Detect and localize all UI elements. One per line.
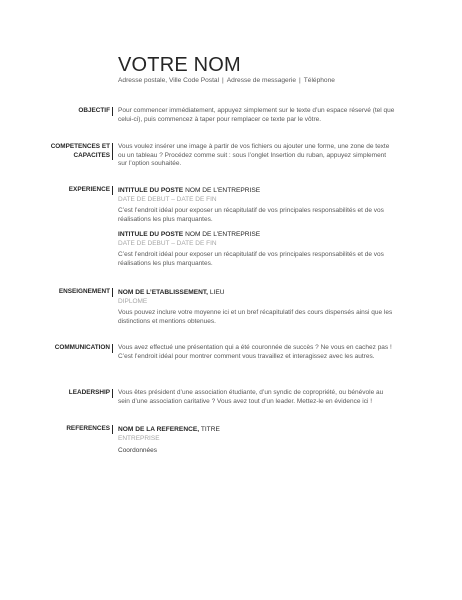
job-dates[interactable]: DATE DE DEBUT – DATE DE FIN [118, 196, 217, 203]
section-divider [112, 107, 113, 116]
section-body-enseignement [118, 288, 396, 326]
contact-phone[interactable]: Téléphone [303, 77, 335, 84]
experience-entry [118, 186, 396, 224]
objectif-text[interactable]: Pour commencer immédiatement, appuyez simplement sur le texte d’un espace réservé (tel que celui-ci), puis commencez à taper pour remplacer ce texte par le vôtre. [118, 107, 395, 123]
section-body-communication [118, 344, 396, 361]
section-divider [112, 344, 113, 353]
reference-heading[interactable] [118, 425, 396, 434]
section-divider [112, 186, 113, 195]
leadership-text[interactable]: Vous êtes président d’une association étudiante, d’un syndic de copropriété, ou bénévole au sein d’une association caritative ? Vous avez tout d’un leader. Mettez-le en évidence ici ! [118, 389, 384, 405]
section-label-objectif: OBJECTIF [78, 107, 110, 114]
reference-name: NOM DE LA REFERENCE, [118, 426, 200, 433]
section-label-line: COMPETENCES ET [50, 143, 110, 150]
contact-separator: | [299, 77, 301, 84]
experience-entry [118, 230, 396, 268]
resume-name[interactable]: VOTRE NOM [118, 54, 241, 76]
section-body-objectif [118, 107, 396, 124]
section-label-communication: COMMUNICATION [54, 344, 110, 351]
contact-separator: | [222, 77, 224, 84]
section-divider [112, 425, 113, 434]
experience-heading[interactable] [118, 230, 396, 239]
competences-text[interactable]: Vous voulez insérer une image à partir de vos fichiers ou ajouter une forme, une zone de texte ou un tableau ? Procédez comme suit : sous l’onglet Insertion du ruban, appuyez simplement sur l’option souhaitée. [118, 143, 390, 168]
section-divider [112, 288, 113, 297]
company-name: NOM DE L’ENTREPRISE [185, 231, 261, 239]
reference-contact[interactable]: Coordonnées [118, 447, 158, 454]
section-body-references [118, 425, 396, 455]
school-name: NOM DE L’ETABLISSEMENT, [118, 289, 208, 296]
contact-address[interactable]: Adresse postale, Ville Code Postal [118, 77, 220, 84]
job-dates[interactable]: DATE DE DEBUT – DATE DE FIN [118, 240, 217, 248]
section-label-leadership: LEADERSHIP [68, 389, 110, 396]
section-body-leadership [118, 389, 396, 406]
section-divider [112, 143, 113, 160]
school-location: LIEU [209, 289, 225, 296]
experience-heading[interactable] [118, 186, 396, 195]
section-label-experience: EXPERIENCE [68, 186, 110, 193]
job-title: INTITULE DU POSTE [118, 231, 184, 239]
contact-line [118, 76, 335, 85]
section-label-enseignement: ENSEIGNEMENT [58, 288, 110, 295]
reference-title: TITRE [200, 426, 220, 433]
job-description[interactable]: C’est l’endroit idéal pour exposer un récapitulatif de vos principales responsabilités et de vos réalisations les plus marquantes. [118, 207, 384, 223]
section-label-line: CAPACITES [73, 151, 110, 159]
reference-company[interactable]: ENTREPRISE [118, 435, 160, 442]
section-label-references: REFERENCES [66, 425, 110, 432]
job-title: INTITULE DU POSTE [118, 187, 184, 194]
section-label-competences [51, 143, 110, 160]
job-description[interactable]: C’est l’endroit idéal pour exposer un récapitulatif de vos principales responsabilités et de vos réalisations les plus marquantes. [118, 251, 384, 267]
communication-text[interactable]: Vous avez effectué une présentation qui a été couronnée de succès ? Ne vous en cachez pas ! C’est l’endroit idéal pour montrer comment vous travaillez et interagissez avec les autres. [118, 344, 392, 360]
contact-email[interactable]: Adresse de messagerie [226, 77, 297, 84]
section-body-competences [118, 143, 396, 169]
section-divider [112, 389, 113, 398]
education-heading[interactable] [118, 288, 396, 297]
education-description[interactable]: Vous pouvez inclure votre moyenne ici et un bref récapitulatif des cours dispensés ainsi que les distinctions et mentions obtenues. [118, 309, 393, 325]
company-name: NOM DE L’ENTREPRISE [185, 187, 261, 194]
section-body-experience [118, 186, 396, 268]
degree[interactable]: DIPLOME [118, 298, 148, 305]
